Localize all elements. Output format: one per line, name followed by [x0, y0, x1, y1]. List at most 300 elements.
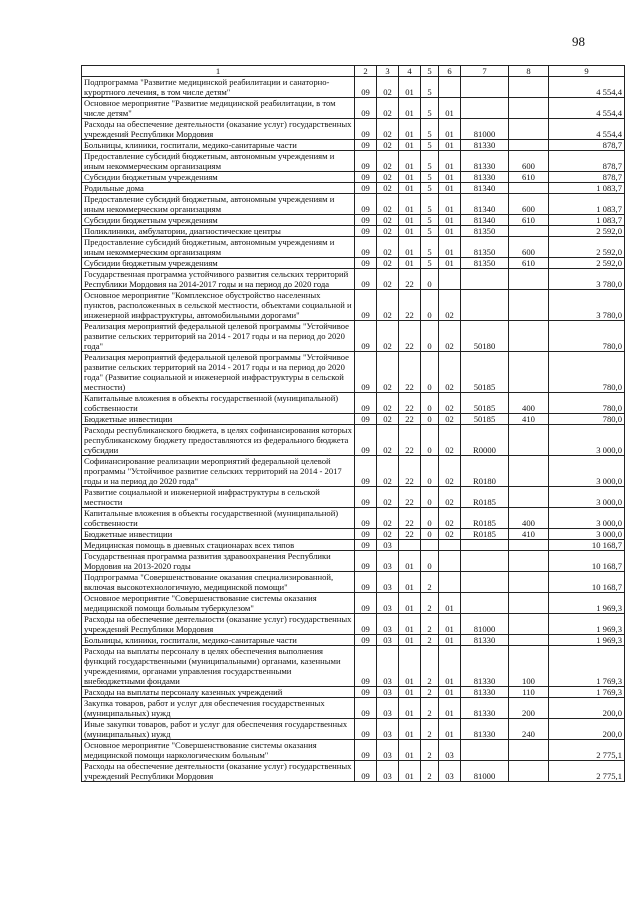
row-name-cell: Основное мероприятие "Совершенствование системы оказания медицинской помощи наркологическим больным" [82, 740, 355, 761]
row-name-cell: Развитие социальной и инженерной инфраструктуры в сельской местности [82, 487, 355, 508]
code-cell: 02 [377, 414, 399, 425]
code-cell [509, 487, 549, 508]
table-row [82, 698, 625, 719]
code-cell: 2 [421, 614, 439, 635]
code-cell: 01 [399, 740, 421, 761]
row-name-cell: Подпрограмма "Развитие медицинской реабилитации и санаторно-курортного лечения, в том числе детям" [82, 77, 355, 98]
code-cell: 03 [377, 635, 399, 646]
code-cell: 01 [439, 698, 461, 719]
code-cell: 50185 [461, 414, 509, 425]
code-cell: 81350 [461, 258, 509, 269]
code-cell: 02 [377, 529, 399, 540]
table-row [82, 425, 625, 456]
code-cell: 02 [377, 77, 399, 98]
table-row [82, 119, 625, 140]
column-header: 7 [461, 66, 509, 77]
row-name-cell: Расходы на обеспечение деятельности (оказание услуг) государственных учреждений Республики Мордовия [82, 614, 355, 635]
code-cell [439, 77, 461, 98]
code-cell: 09 [355, 172, 377, 183]
code-cell: 01 [399, 151, 421, 172]
code-cell [421, 540, 439, 551]
code-cell: 09 [355, 572, 377, 593]
amount-cell: 3 780,0 [549, 290, 625, 321]
code-cell: 610 [509, 172, 549, 183]
code-cell: R0180 [461, 456, 509, 487]
table-row [82, 414, 625, 425]
code-cell: 09 [355, 687, 377, 698]
code-cell: 22 [399, 508, 421, 529]
code-cell [439, 540, 461, 551]
code-cell: 01 [399, 551, 421, 572]
row-name-cell: Расходы на выплаты персоналу в целях обеспечения выполнения функций государственными (муниципальными) органами, казенными учреждениями, органами управления государственными внебюджетными фондами [82, 646, 355, 687]
table-row [82, 393, 625, 414]
code-cell: 09 [355, 77, 377, 98]
code-cell: 01 [399, 119, 421, 140]
code-cell: 01 [399, 572, 421, 593]
code-cell: 03 [439, 761, 461, 782]
code-cell: 03 [377, 593, 399, 614]
code-cell: 09 [355, 719, 377, 740]
code-cell: 22 [399, 425, 421, 456]
amount-cell: 3 000,0 [549, 487, 625, 508]
code-cell: 2 [421, 687, 439, 698]
code-cell: 02 [377, 215, 399, 226]
code-cell: 2 [421, 719, 439, 740]
amount-cell: 200,0 [549, 719, 625, 740]
code-cell: 81330 [461, 646, 509, 687]
code-cell [509, 425, 549, 456]
code-cell: 81350 [461, 237, 509, 258]
amount-cell: 3 000,0 [549, 529, 625, 540]
code-cell: 01 [439, 98, 461, 119]
code-cell [509, 183, 549, 194]
amount-cell: 2 775,1 [549, 740, 625, 761]
code-cell: 01 [439, 151, 461, 172]
code-cell: 600 [509, 237, 549, 258]
table-row [82, 540, 625, 551]
code-cell: 03 [377, 740, 399, 761]
code-cell [461, 572, 509, 593]
code-cell [509, 572, 549, 593]
code-cell: 02 [439, 508, 461, 529]
row-name-cell: Расходы республиканского бюджета, в целях софинансирования которых республиканскому бюджету предоставляются из федерального бюджета субсидии [82, 425, 355, 456]
code-cell: 400 [509, 393, 549, 414]
code-cell: 01 [399, 183, 421, 194]
code-cell: 02 [439, 425, 461, 456]
code-cell: 03 [377, 614, 399, 635]
code-cell: 81330 [461, 719, 509, 740]
table-row [82, 529, 625, 540]
code-cell: 0 [421, 508, 439, 529]
code-cell: 01 [439, 194, 461, 215]
code-cell: 81330 [461, 151, 509, 172]
row-name-cell: Бюджетные инвестиции [82, 529, 355, 540]
code-cell: 02 [377, 183, 399, 194]
code-cell: 81340 [461, 183, 509, 194]
code-cell: 09 [355, 151, 377, 172]
code-cell: 0 [421, 414, 439, 425]
code-cell [461, 98, 509, 119]
table-row [82, 551, 625, 572]
code-cell: 600 [509, 194, 549, 215]
code-cell: 02 [377, 487, 399, 508]
table-row [82, 194, 625, 215]
code-cell: 03 [377, 551, 399, 572]
table-row [82, 635, 625, 646]
code-cell: 5 [421, 151, 439, 172]
amount-cell: 1 969,3 [549, 614, 625, 635]
code-cell [509, 635, 549, 646]
code-cell: 01 [399, 635, 421, 646]
code-cell: 09 [355, 140, 377, 151]
code-cell: 03 [439, 740, 461, 761]
amount-cell: 4 554,4 [549, 77, 625, 98]
code-cell: 50180 [461, 321, 509, 352]
amount-cell: 10 168,7 [549, 572, 625, 593]
code-cell: 01 [439, 183, 461, 194]
code-cell [399, 540, 421, 551]
code-cell: 01 [439, 635, 461, 646]
code-cell: 81330 [461, 172, 509, 183]
code-cell: 01 [439, 172, 461, 183]
code-cell: 01 [399, 614, 421, 635]
amount-cell: 878,7 [549, 172, 625, 183]
row-name-cell: Медицинская помощь в дневных стационарах всех типов [82, 540, 355, 551]
row-name-cell: Больницы, клиники, госпитали, медико-санитарные части [82, 140, 355, 151]
code-cell: 01 [439, 614, 461, 635]
amount-cell: 3 000,0 [549, 508, 625, 529]
code-cell: 09 [355, 119, 377, 140]
page-number: 98 [572, 34, 585, 49]
amount-cell: 780,0 [549, 393, 625, 414]
code-cell: 50185 [461, 352, 509, 393]
code-cell: 01 [399, 237, 421, 258]
code-cell: 09 [355, 98, 377, 119]
code-cell: 02 [377, 237, 399, 258]
amount-cell: 1 769,3 [549, 646, 625, 687]
code-cell: 01 [399, 194, 421, 215]
code-cell: 01 [399, 140, 421, 151]
amount-cell: 3 000,0 [549, 425, 625, 456]
table-row [82, 508, 625, 529]
table-row [82, 237, 625, 258]
row-name-cell: Расходы на выплаты персоналу казенных учреждений [82, 687, 355, 698]
code-cell: 81330 [461, 635, 509, 646]
code-cell: 610 [509, 258, 549, 269]
code-cell: 02 [377, 425, 399, 456]
amount-cell: 878,7 [549, 140, 625, 151]
code-cell: 09 [355, 635, 377, 646]
column-header: 1 [82, 66, 355, 77]
code-cell: 01 [399, 687, 421, 698]
amount-cell: 10 168,7 [549, 540, 625, 551]
amount-cell: 4 554,4 [549, 98, 625, 119]
code-cell: 81340 [461, 194, 509, 215]
code-cell: 03 [377, 698, 399, 719]
row-name-cell: Основное мероприятие "Совершенствование системы оказания медицинской помощи больным туберкулезом" [82, 593, 355, 614]
code-cell: 2 [421, 635, 439, 646]
code-cell: R0185 [461, 529, 509, 540]
code-cell: 01 [399, 215, 421, 226]
amount-cell: 4 554,4 [549, 119, 625, 140]
code-cell: 50185 [461, 393, 509, 414]
code-cell [439, 551, 461, 572]
code-cell: 0 [421, 551, 439, 572]
code-cell [509, 740, 549, 761]
code-cell: 09 [355, 551, 377, 572]
code-cell: 81350 [461, 226, 509, 237]
code-cell: 5 [421, 77, 439, 98]
code-cell: 02 [377, 508, 399, 529]
code-cell: 09 [355, 698, 377, 719]
code-cell [509, 98, 549, 119]
code-cell: 09 [355, 258, 377, 269]
code-cell: 0 [421, 290, 439, 321]
code-cell: 81330 [461, 140, 509, 151]
code-cell: 5 [421, 226, 439, 237]
code-cell: 0 [421, 352, 439, 393]
code-cell: 09 [355, 614, 377, 635]
amount-cell: 2 592,0 [549, 258, 625, 269]
code-cell: 5 [421, 98, 439, 119]
row-name-cell: Государственная программа развития здравоохранения Республики Мордовия на 2013-2020 годы [82, 551, 355, 572]
code-cell: 09 [355, 321, 377, 352]
amount-cell: 2 775,1 [549, 761, 625, 782]
code-cell: 01 [439, 687, 461, 698]
table-row [82, 487, 625, 508]
code-cell [509, 614, 549, 635]
code-cell: 81000 [461, 614, 509, 635]
code-cell: 09 [355, 529, 377, 540]
amount-cell: 1 083,7 [549, 183, 625, 194]
code-cell: 02 [439, 321, 461, 352]
code-cell: 81000 [461, 761, 509, 782]
code-cell: 02 [439, 529, 461, 540]
table-row [82, 172, 625, 183]
code-cell: 01 [399, 719, 421, 740]
table-row [82, 687, 625, 698]
code-cell: 03 [377, 572, 399, 593]
code-cell: 5 [421, 183, 439, 194]
code-cell: 5 [421, 119, 439, 140]
code-cell [461, 77, 509, 98]
row-name-cell: Родильные дома [82, 183, 355, 194]
code-cell: 0 [421, 529, 439, 540]
code-cell [461, 551, 509, 572]
table-row [82, 719, 625, 740]
code-cell: 5 [421, 172, 439, 183]
amount-cell: 780,0 [549, 352, 625, 393]
table-row [82, 740, 625, 761]
code-cell: 5 [421, 215, 439, 226]
row-name-cell: Софинансирование реализации мероприятий федеральной целевой программы "Устойчивое развитие сельских территорий на 2014 - 2017 годы и на период до 2020 года" [82, 456, 355, 487]
code-cell: 0 [421, 456, 439, 487]
table-body [82, 77, 625, 782]
amount-cell: 1 969,3 [549, 593, 625, 614]
code-cell: 01 [439, 719, 461, 740]
code-cell: 01 [439, 646, 461, 687]
code-cell: 5 [421, 237, 439, 258]
code-cell [509, 761, 549, 782]
code-cell [509, 226, 549, 237]
code-cell: 240 [509, 719, 549, 740]
column-header: 3 [377, 66, 399, 77]
code-cell: 22 [399, 414, 421, 425]
amount-cell: 780,0 [549, 414, 625, 425]
column-header: 2 [355, 66, 377, 77]
code-cell: 09 [355, 593, 377, 614]
code-cell: 01 [439, 140, 461, 151]
row-name-cell: Основное мероприятие "Развитие медицинской реабилитации, в том числе детям" [82, 98, 355, 119]
row-name-cell: Бюджетные инвестиции [82, 414, 355, 425]
code-cell: 01 [399, 226, 421, 237]
column-header: 4 [399, 66, 421, 77]
amount-cell: 2 592,0 [549, 237, 625, 258]
table-row [82, 215, 625, 226]
code-cell [509, 540, 549, 551]
code-cell [509, 456, 549, 487]
code-cell: 01 [399, 258, 421, 269]
code-cell: 09 [355, 183, 377, 194]
code-cell: R0185 [461, 487, 509, 508]
code-cell: 22 [399, 393, 421, 414]
amount-cell: 10 168,7 [549, 551, 625, 572]
code-cell: R0000 [461, 425, 509, 456]
code-cell: 02 [377, 456, 399, 487]
code-cell: 02 [377, 140, 399, 151]
row-name-cell: Поликлиники, амбулатории, диагностические центры [82, 226, 355, 237]
code-cell [509, 593, 549, 614]
code-cell: 09 [355, 290, 377, 321]
code-cell: 09 [355, 740, 377, 761]
row-name-cell: Расходы на обеспечение деятельности (оказание услуг) государственных учреждений Республики Мордовия [82, 761, 355, 782]
code-cell: 400 [509, 508, 549, 529]
code-cell: 0 [421, 487, 439, 508]
amount-cell: 2 592,0 [549, 226, 625, 237]
table-row [82, 140, 625, 151]
code-cell: 02 [377, 172, 399, 183]
code-cell: 02 [377, 352, 399, 393]
table-row [82, 352, 625, 393]
code-cell: 610 [509, 215, 549, 226]
code-cell [461, 540, 509, 551]
code-cell [509, 321, 549, 352]
code-cell: 09 [355, 761, 377, 782]
code-cell [461, 269, 509, 290]
code-cell: 09 [355, 646, 377, 687]
row-name-cell: Предоставление субсидий бюджетным, автономным учреждениям и иным некоммерческим организациям [82, 151, 355, 172]
table-row [82, 646, 625, 687]
budget-table [81, 65, 625, 782]
code-cell: 01 [439, 593, 461, 614]
row-name-cell: Больницы, клиники, госпитали, медико-санитарные части [82, 635, 355, 646]
code-cell: 03 [377, 687, 399, 698]
code-cell: 03 [377, 719, 399, 740]
code-cell: 0 [421, 393, 439, 414]
code-cell: 03 [377, 761, 399, 782]
row-name-cell: Капитальные вложения в объекты государственной (муниципальной) собственности [82, 393, 355, 414]
code-cell: 0 [421, 425, 439, 456]
table-row [82, 614, 625, 635]
code-cell: 2 [421, 698, 439, 719]
code-cell: 02 [439, 487, 461, 508]
code-cell: 09 [355, 215, 377, 226]
code-cell: 5 [421, 194, 439, 215]
code-cell: 01 [439, 237, 461, 258]
code-cell: 02 [377, 290, 399, 321]
table-row [82, 290, 625, 321]
column-header: 9 [549, 66, 625, 77]
code-cell: 81330 [461, 687, 509, 698]
code-cell: 09 [355, 540, 377, 551]
code-cell: 09 [355, 352, 377, 393]
amount-cell: 1 083,7 [549, 215, 625, 226]
code-cell [509, 352, 549, 393]
row-name-cell: Субсидии бюджетным учреждениям [82, 258, 355, 269]
code-cell: 02 [377, 258, 399, 269]
table-row [82, 77, 625, 98]
code-cell: 09 [355, 414, 377, 425]
code-cell [439, 572, 461, 593]
code-cell: 22 [399, 352, 421, 393]
code-cell: 02 [377, 151, 399, 172]
code-cell: 81000 [461, 119, 509, 140]
code-cell: 5 [421, 140, 439, 151]
code-cell: 03 [377, 540, 399, 551]
code-cell: 02 [439, 393, 461, 414]
table-row [82, 456, 625, 487]
code-cell: 200 [509, 698, 549, 719]
code-cell: 09 [355, 393, 377, 414]
row-name-cell: Основное мероприятие "Комплексное обустройство населенных пунктов, расположенных в сельской местности, объектами социальной и инженерной инфраструктуры, автомобильными дорогами" [82, 290, 355, 321]
header-row [82, 66, 625, 77]
table-row [82, 761, 625, 782]
amount-cell: 1 769,3 [549, 687, 625, 698]
code-cell: 0 [421, 269, 439, 290]
table-row [82, 269, 625, 290]
code-cell: 01 [439, 215, 461, 226]
code-cell: 01 [399, 98, 421, 119]
code-cell: 02 [377, 98, 399, 119]
code-cell: 09 [355, 487, 377, 508]
code-cell [509, 269, 549, 290]
code-cell: 03 [377, 646, 399, 687]
table-row [82, 593, 625, 614]
code-cell: 02 [439, 414, 461, 425]
code-cell: 2 [421, 761, 439, 782]
code-cell: 01 [439, 258, 461, 269]
code-cell: 600 [509, 151, 549, 172]
code-cell: 09 [355, 237, 377, 258]
code-cell: 22 [399, 456, 421, 487]
code-cell: 09 [355, 456, 377, 487]
code-cell: 22 [399, 269, 421, 290]
code-cell: 09 [355, 508, 377, 529]
column-header: 8 [509, 66, 549, 77]
code-cell: 02 [377, 226, 399, 237]
code-cell: 02 [377, 269, 399, 290]
amount-cell: 3 780,0 [549, 269, 625, 290]
table-row [82, 321, 625, 352]
code-cell: 09 [355, 226, 377, 237]
code-cell [509, 119, 549, 140]
row-name-cell: Реализация мероприятий федеральной целевой программы "Устойчивое развитие сельских территорий на 2014 - 2017 годы и на период до 2020 года" (Развитие социальной и инженерной инфраструктуры в сельской местности) [82, 352, 355, 393]
amount-cell: 3 000,0 [549, 456, 625, 487]
code-cell: 410 [509, 414, 549, 425]
row-name-cell: Предоставление субсидий бюджетным, автономным учреждениям и иным некоммерческим организациям [82, 194, 355, 215]
code-cell [439, 269, 461, 290]
code-cell: 81330 [461, 698, 509, 719]
